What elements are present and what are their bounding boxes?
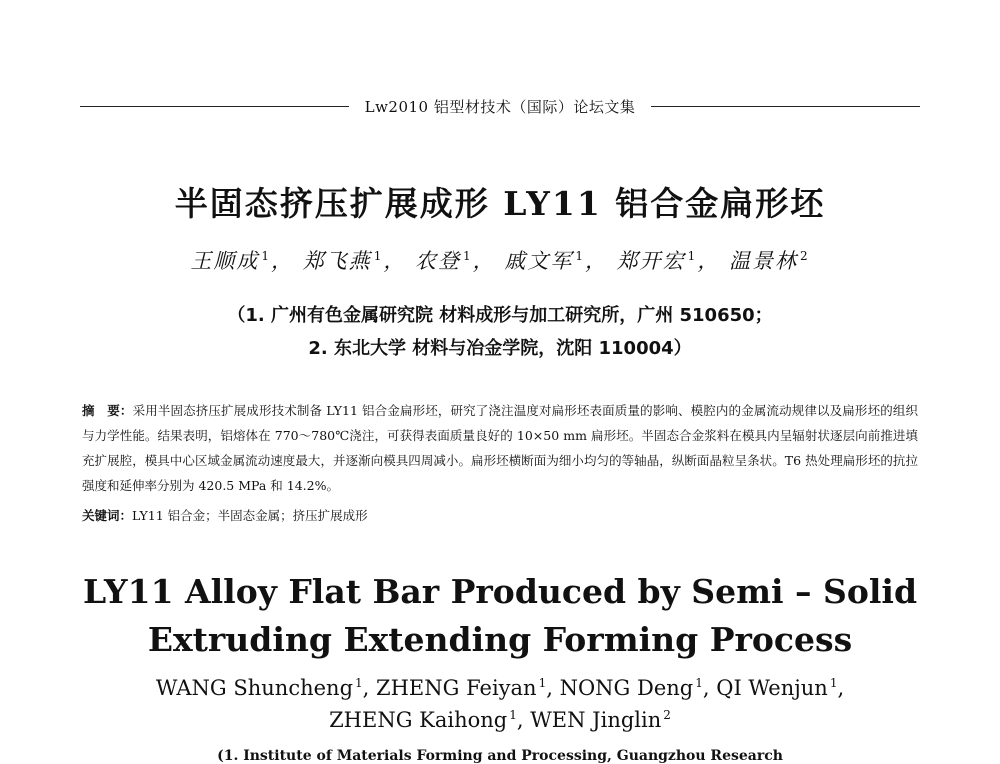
authors-chinese: 王顺成 $^1$， 郑飞燕 $^1$， 农登 $^1$， 戚文军 $^1$， 郑开宏 $^1$， 温景林 $^2$	[190, 249, 810, 273]
author-affil-index: 1	[355, 676, 363, 690]
author-affil-index: 1	[829, 676, 838, 690]
authors-english-line2: ZHENG Kaihong $^1$, WEN Jinglin $^2$	[329, 708, 671, 732]
author-affil-index: 1	[538, 676, 547, 690]
author-affil-index: 1	[695, 676, 703, 690]
author-en: NONG Deng	[559, 676, 694, 700]
affiliation-chinese-line1: （1. 广州有色金属研究院 材料成形与加工研究所，广州 510650；	[227, 305, 773, 326]
author-cn: 农登	[415, 249, 462, 273]
author-cn: 郑飞燕	[302, 249, 372, 273]
header-text: Lw2010 铝型材技术（国际）论坛文集	[364, 97, 636, 116]
author-affil-index: 2	[663, 708, 671, 722]
title-chinese: 半固态挤压扩展成形 LY11 铝合金扁形坯	[174, 184, 826, 223]
title-english-line1: LY11 Alloy Flat Bar Produced by Semi – Solid	[82, 572, 918, 611]
keywords-text: LY11 铝合金；半固态金属；挤压扩展成形	[132, 508, 368, 523]
author-en: QI Wenjun	[716, 676, 828, 700]
running-header	[80, 94, 920, 118]
author-affil-index: 1	[373, 249, 384, 263]
affiliation-chinese-line2: 2. 东北大学 材料与冶金学院，沈阳 110004）	[308, 338, 692, 359]
author-en: ZHENG Feiyan	[376, 676, 537, 700]
author-affil-index: 1	[261, 249, 271, 263]
author-cn: 郑开宏	[616, 249, 686, 273]
header-rule-right	[651, 106, 920, 107]
header-rule-left	[80, 106, 349, 107]
author-en: WEN Jinglin	[530, 708, 662, 732]
author-en: WANG Shuncheng	[155, 676, 354, 700]
abstract	[82, 398, 918, 498]
keywords	[82, 506, 368, 524]
keywords-label: 关键词：	[82, 508, 133, 523]
author-affil-index: 2	[800, 249, 810, 263]
authors-english-line1: WANG Shuncheng $^1$, ZHENG Feiyan $^1$, NONG Deng $^1$, QI Wenjun $^1$,	[155, 676, 845, 700]
author-cn: 戚文军	[504, 249, 574, 273]
abstract-label: 摘 要：	[82, 403, 133, 418]
author-affil-index: 1	[575, 249, 585, 263]
author-affil-index: 1	[509, 708, 517, 722]
abstract-text: 采用半固态挤压扩展成形技术制备 LY11 铝合金扁形坯，研究了浇注温度对扁形坯表面质量的影响、模腔内的金属流动规律以及扁形坯的组织与力学性能。结果表明，铝熔体在 770～780℃浇注，可获得表面质量良好的 10×50 mm 扁形坯。半固态合金浆料在模具内呈辐射状逐层向前推进填充扩展腔，模具中心区域金属流动速度最大，并逐渐向模具四周减小。扁形坯横断面为细小均匀的等轴晶，纵断面晶粒呈条状。T6 热处理扁形坯的抗拉强度和延伸率分别为 420.5 MPa 和 14.2%。	[82, 403, 918, 493]
title-english-line2: Extruding Extending Forming Process	[147, 620, 853, 659]
author-affil-index: 1	[687, 249, 698, 263]
affiliation-english-line1: (1. Institute of Materials Forming and Processing, Guangzhou Research	[217, 748, 783, 764]
author-cn: 温景林	[729, 249, 798, 273]
author-en: ZHENG Kaihong	[329, 708, 508, 732]
author-cn: 王顺成	[190, 249, 260, 273]
author-affil-index: 1	[463, 249, 473, 263]
